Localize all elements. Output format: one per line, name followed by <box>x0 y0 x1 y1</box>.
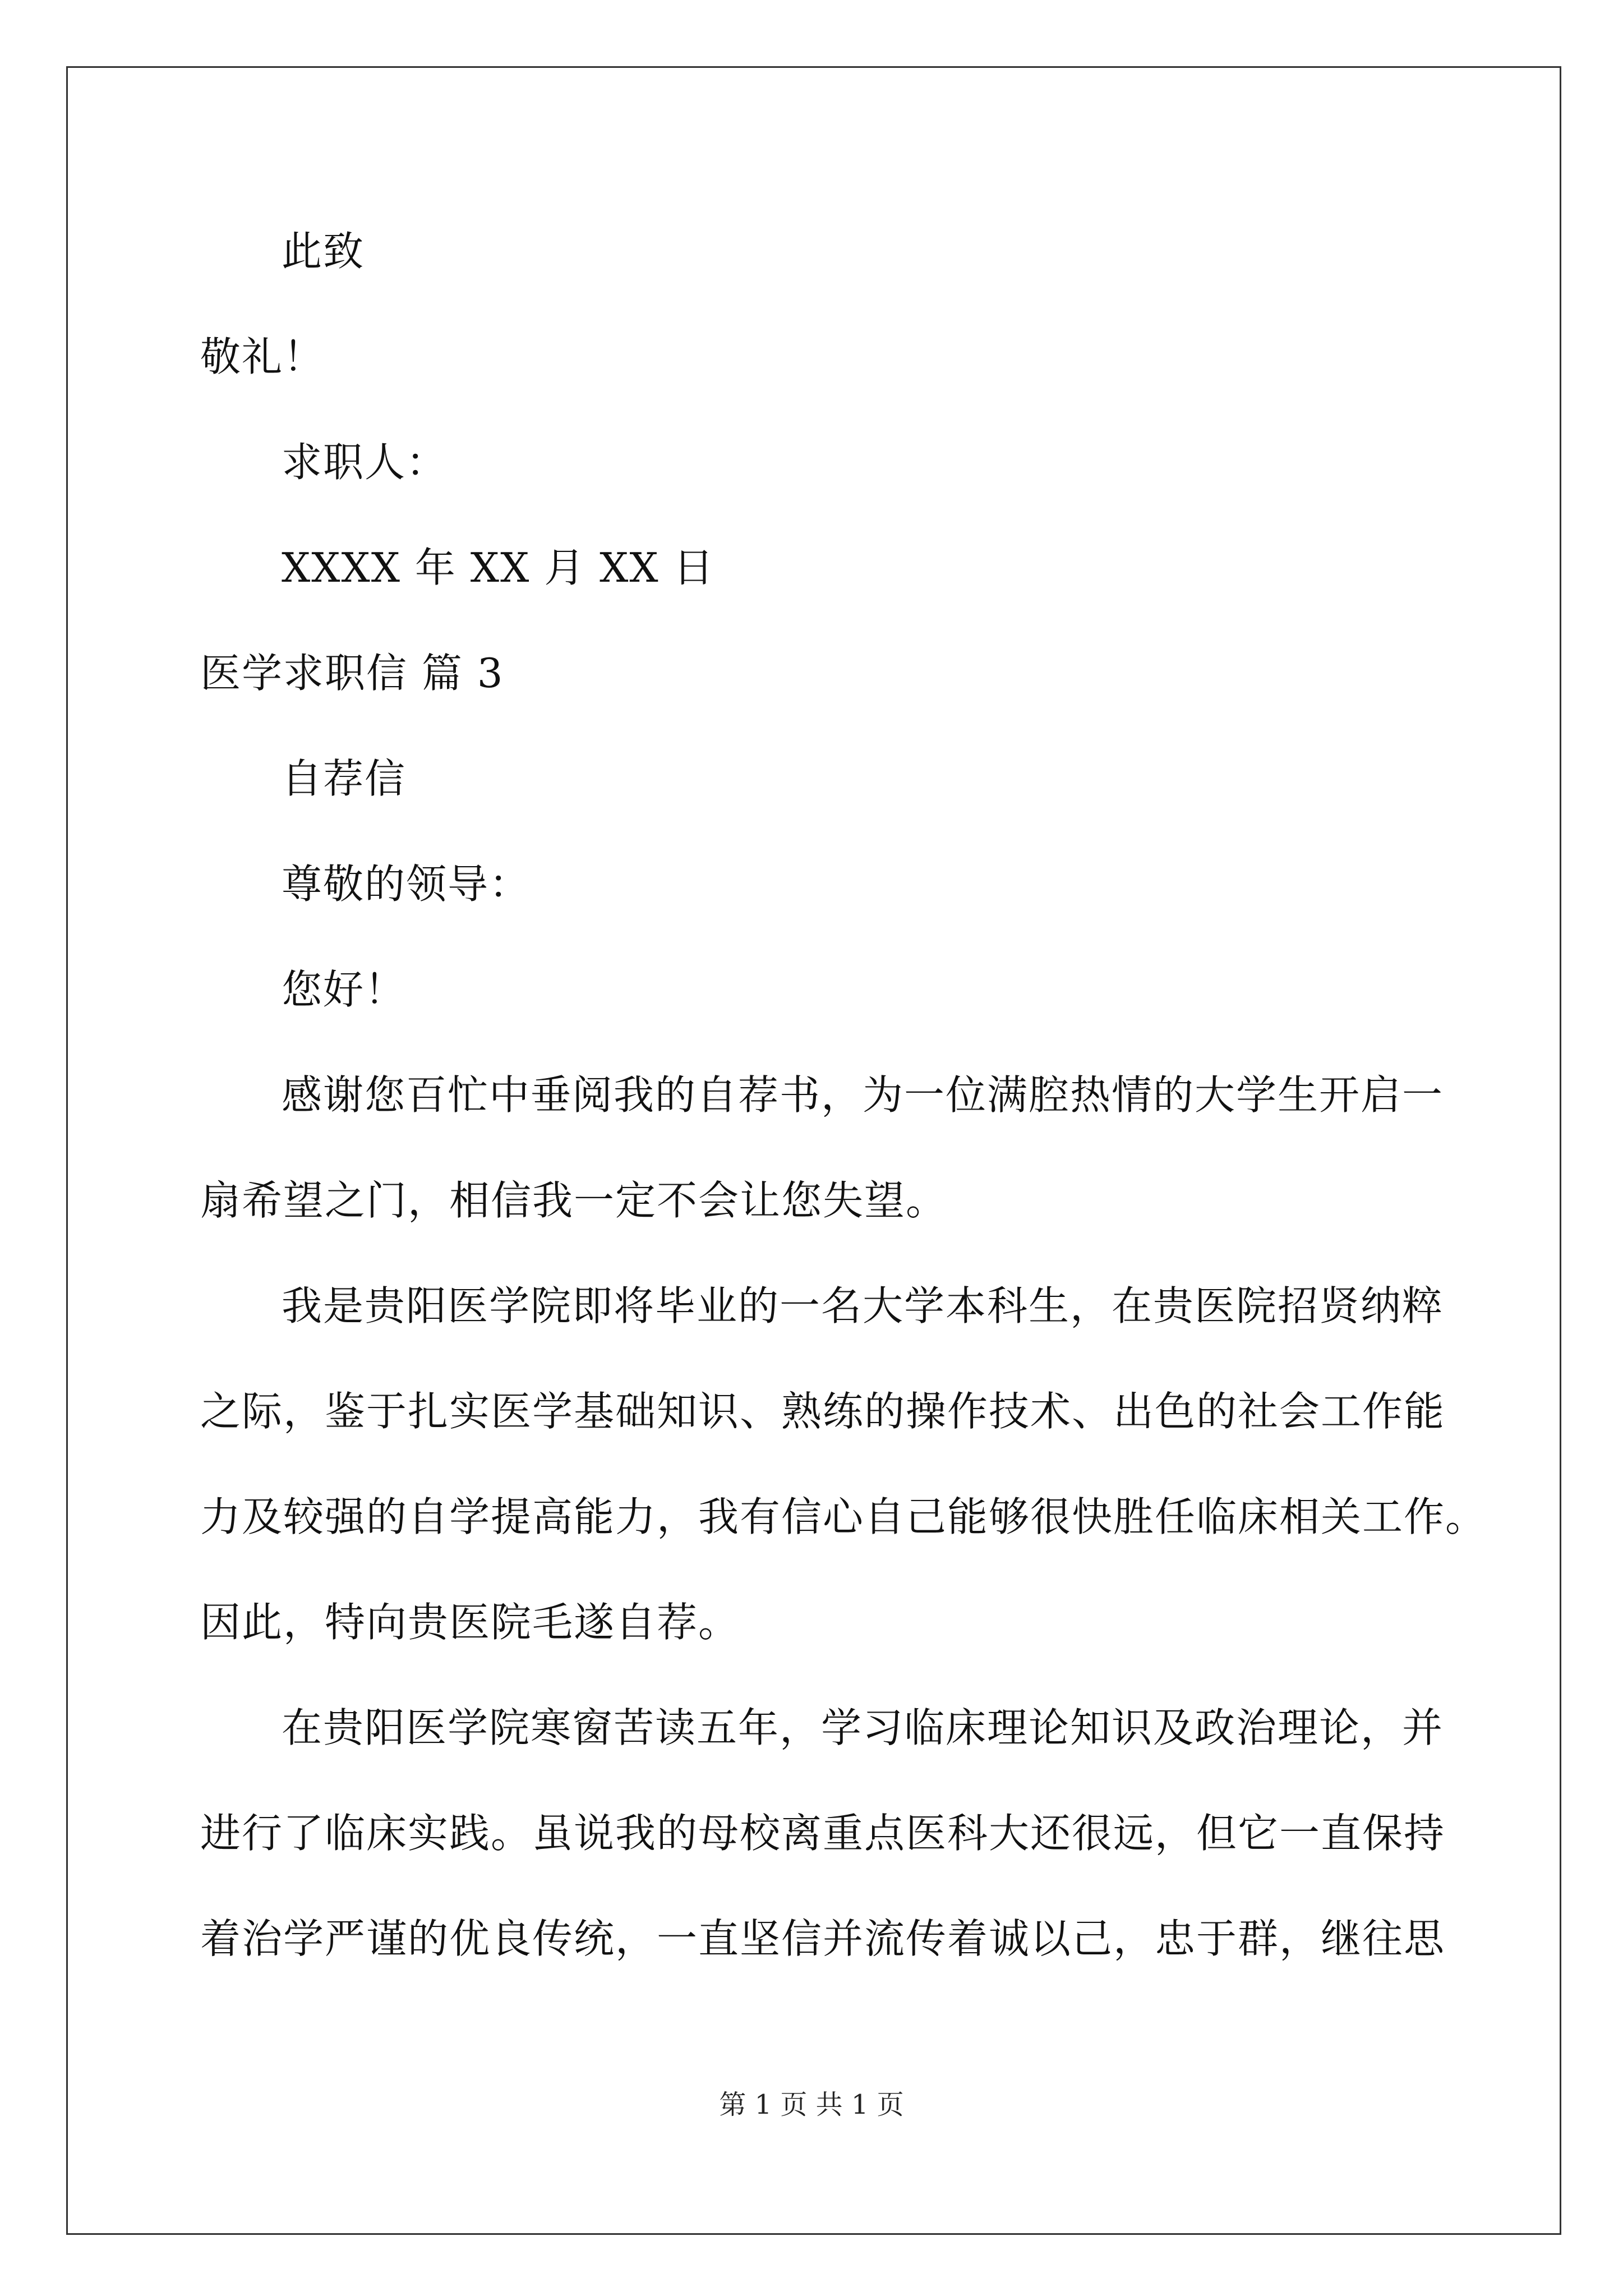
paragraph-line: 扇希望之门，相信我一定不会让您失望。 <box>200 1177 948 1224</box>
page-border <box>66 66 1561 2235</box>
paragraph-line: 之际，鉴于扎实医学基础知识、熟练的操作技术、出色的社会工作能 <box>200 1388 1446 1435</box>
paragraph-line: 感谢您百忙中垂阅我的自荐书，为一位满腔热情的大学生开启一 <box>282 1071 1444 1119</box>
applicant-label: 求职人： <box>282 439 448 486</box>
date-line: XXXX 年 XX 月 XX 日 <box>282 544 715 591</box>
salutation: 尊敬的领导： <box>282 861 531 908</box>
paragraph-line: 在贵阳医学院寒窗苦读五年，学习临床理论知识及政治理论，并 <box>282 1704 1444 1751</box>
paragraph-line: 着治学严谨的优良传统，一直坚信并流传着诚以己，忠于群，继往思 <box>200 1915 1446 1962</box>
paragraph-line: 因此，特向贵医院毛遂自荐。 <box>200 1599 740 1646</box>
paragraph-line: 我是贵阳医学院即将毕业的一名大学本科生，在贵医院招贤纳粹 <box>282 1282 1444 1329</box>
greeting: 您好！ <box>282 966 407 1013</box>
closing-phrase: 此致 <box>282 228 365 275</box>
section-heading: 医学求职信 篇 3 <box>200 650 504 697</box>
page-number-footer: 第 1 页 共 1 页 <box>719 2089 904 2120</box>
paragraph-line: 进行了临床实践。虽说我的母校离重点医科大还很远，但它一直保持 <box>200 1810 1446 1857</box>
closing-salute: 敬礼！ <box>200 333 325 380</box>
paragraph-line: 力及较强的自学提高能力，我有信心自己能够很快胜任临床相关工作。 <box>200 1493 1487 1540</box>
letter-title: 自荐信 <box>282 755 407 802</box>
